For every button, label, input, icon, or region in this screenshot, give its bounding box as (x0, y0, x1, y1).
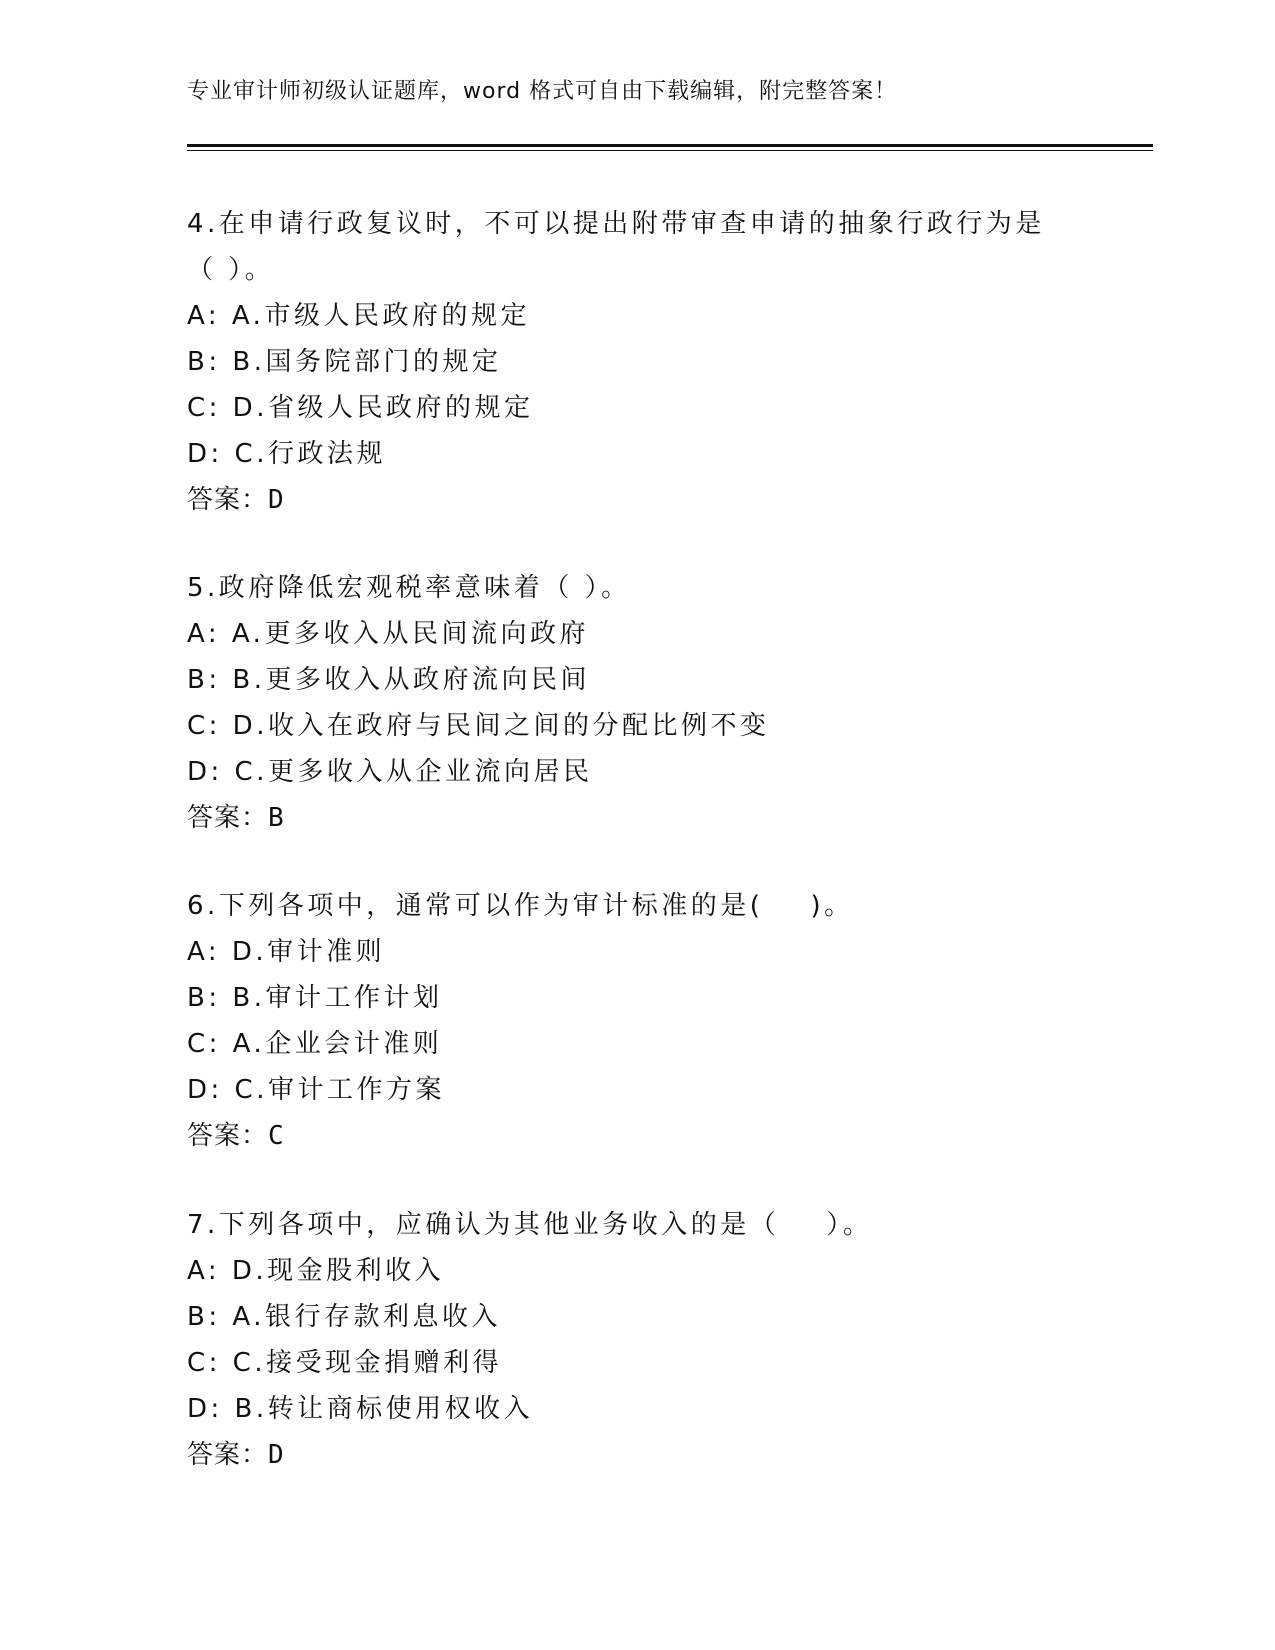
option-b: B: B.审计工作计划 (187, 983, 443, 1013)
option-a: A: D.审计准则 (187, 937, 386, 967)
option-d: D: C.行政法规 (187, 439, 386, 469)
option-a: A: A.更多收入从民间流向政府 (187, 619, 589, 649)
answer-value: B (268, 803, 285, 833)
option-b: B: B.国务院部门的规定 (187, 347, 502, 377)
page-header: 专业审计师初级认证题库，word 格式可自由下载编辑，附完整答案！ (187, 79, 898, 104)
answer-line (187, 477, 1067, 523)
question-block (187, 201, 1067, 523)
answer-label: 答案： (187, 803, 269, 833)
option-b: B: B.更多收入从政府流向民间 (187, 665, 590, 695)
answer-line (187, 1113, 1067, 1159)
answer-value: D (268, 485, 285, 515)
option-b: B: A.银行存款利息收入 (187, 1302, 501, 1332)
question-block (187, 1202, 1067, 1478)
header-divider (187, 144, 1153, 151)
option-c: C: D.省级人民政府的规定 (187, 393, 534, 423)
answer-label: 答案： (187, 1440, 269, 1470)
question-text: 5.政府降低宏观税率意味着（ ）。 (187, 573, 631, 603)
question-text: 7.下列各项中，应确认为其他业务收入的是（ ）。 (187, 1210, 873, 1240)
answer-label: 答案： (187, 485, 269, 515)
option-a: A: A.市级人民政府的规定 (187, 301, 530, 331)
answer-value: C (268, 1121, 285, 1151)
option-d: D: C.审计工作方案 (187, 1075, 445, 1105)
answer-value: D (268, 1440, 285, 1470)
option-c: C: C.接受现金捐赠利得 (187, 1348, 503, 1378)
answer-label: 答案： (187, 1121, 269, 1151)
option-d: D: B.转让商标使用权收入 (187, 1394, 534, 1424)
option-c: C: A.企业会计准则 (187, 1029, 443, 1059)
question-block (187, 565, 1067, 841)
option-c: C: D.收入在政府与民间之间的分配比例不变 (187, 711, 770, 741)
answer-line (187, 1432, 1067, 1478)
option-d: D: C.更多收入从企业流向居民 (187, 757, 593, 787)
option-a: A: D.现金股利收入 (187, 1256, 445, 1286)
answer-line (187, 795, 1067, 841)
question-text: 6.下列各项中，通常可以作为审计标准的是( )。 (187, 891, 854, 921)
question-text: 4.在申请行政复议时，不可以提出附带审查申请的抽象行政行为是（ ）。 (187, 209, 1045, 285)
question-block (187, 883, 1067, 1159)
